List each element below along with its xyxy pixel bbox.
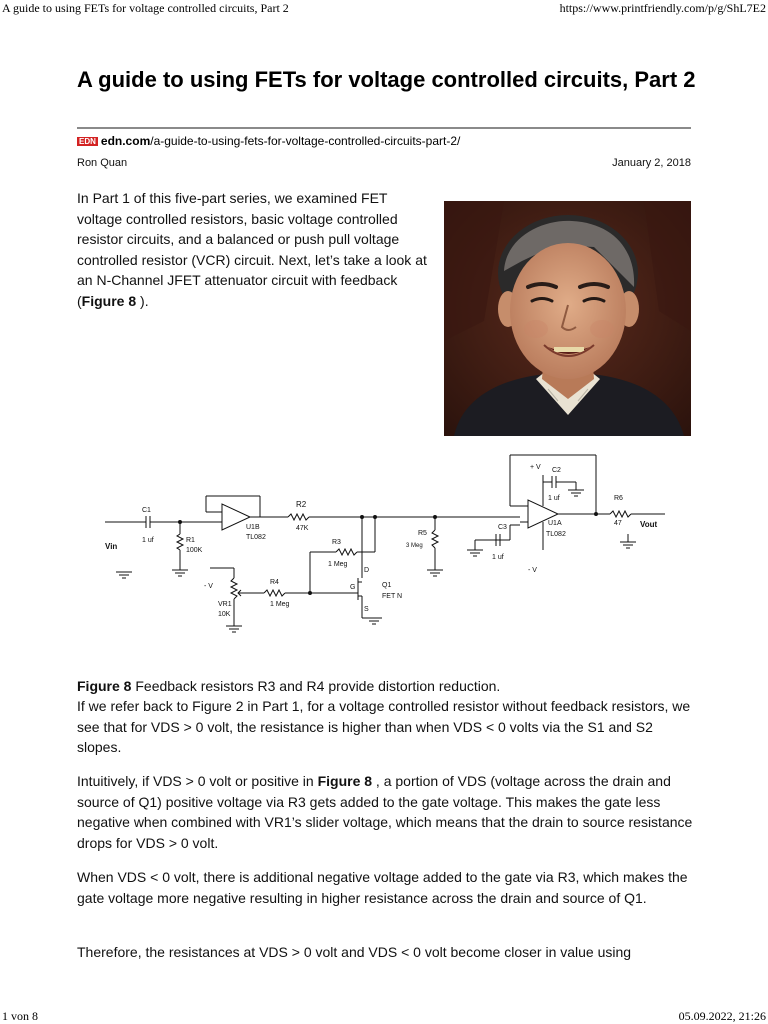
body-paragraph-2 <box>77 771 697 853</box>
c2-value: 1 uf <box>548 495 560 502</box>
print-header <box>0 0 768 16</box>
r4-label: R4 <box>270 579 279 586</box>
u1a-part: TL082 <box>546 531 566 538</box>
r2-value: 47K <box>296 525 309 532</box>
body-paragraph-4: Therefore, the resistances at VDS > 0 volt and VDS < 0 volt become closer in value using <box>77 944 632 960</box>
r3-value: 1 Meg <box>328 561 348 568</box>
q1-label: Q1 <box>382 582 392 589</box>
r1-label: R1 <box>186 537 195 544</box>
q1-type: FET N <box>382 593 403 600</box>
p2-text-a: Intuitively, if VDS > 0 volt or positive in <box>77 773 318 789</box>
body-paragraph-1: If we refer back to Figure 2 in Part 1, for a voltage controlled resistor without feedback resistors, we see that for VDS > 0 volt, the resistance is higher than when VDS < 0 volts via the S1 and S2 slopes. <box>77 698 691 755</box>
neg-v2-label: - V <box>528 567 537 574</box>
caption-text: Feedback resistors R3 and R4 provide distortion reduction. <box>131 678 501 694</box>
u1a-label: U1A <box>548 520 562 527</box>
c3-value: 1 uf <box>492 554 504 561</box>
vr1-value: 10K <box>218 611 231 618</box>
edn-logo-icon: EDN <box>79 137 96 146</box>
vin-label: Vin <box>105 542 118 551</box>
page-number: 1 von 8 <box>2 1009 38 1023</box>
r3-label: R3 <box>332 539 341 546</box>
r5-label: R5 <box>418 530 427 537</box>
title-divider <box>77 127 691 129</box>
figure-8-schematic <box>100 450 670 640</box>
c2-label: C2 <box>552 467 561 474</box>
caption-label: Figure 8 <box>77 678 132 694</box>
r5-value: 3 Meg <box>406 543 423 549</box>
print-timestamp: 05.09.2022, 21:26 <box>678 1009 766 1023</box>
u1b-part: TL082 <box>246 534 266 541</box>
article-title: A guide to using FETs for voltage controlled circuits, Part 2 <box>77 67 696 92</box>
author-name: Ron Quan <box>77 157 128 169</box>
body-paragraph-3: When VDS < 0 volt, there is additional negative voltage added to the gate via R3, which makes the gate voltage more negative resulting in higher resistance across the drain and source of Q1. <box>77 869 688 906</box>
vr1-label: VR1 <box>218 601 232 608</box>
print-header-title: A guide to using FETs for voltage controlled circuits, Part 2 <box>2 1 289 15</box>
p2-text-b: , a portion of VDS (voltage across the drain and source of Q1) positive voltage via R3 gets added to the gate voltage. This makes the gate less negative when combined with VR1’s slider voltage, which means that the drain to source resistance drops for VDS > 0 volt. <box>77 773 693 851</box>
figure-8-link[interactable]: Figure 8 <box>81 292 137 309</box>
r4-value: 1 Meg <box>270 601 290 608</box>
source-domain[interactable]: edn.com <box>100 134 151 148</box>
neg-v-label: - V <box>204 583 213 590</box>
c3-label: C3 <box>498 524 507 531</box>
vout-label: Vout <box>640 520 658 529</box>
pos-v-label: + V <box>530 464 541 471</box>
intro-tail: ). <box>136 292 149 309</box>
c1-value: 1 uf <box>142 537 154 544</box>
r6-value: 47 <box>614 520 622 527</box>
intro-paragraph <box>77 188 429 311</box>
c1-label: C1 <box>142 507 151 514</box>
author-photo <box>444 201 691 436</box>
u1b-label: U1B <box>246 524 260 531</box>
source-path[interactable]: /a-guide-to-using-fets-for-voltage-controlled-circuits-part-2/ <box>150 134 461 148</box>
figure-caption <box>77 676 697 697</box>
r1-value: 100K <box>186 547 203 554</box>
intro-text: In Part 1 of this five-part series, we examined FET voltage controlled resistors, basic voltage controlled resistor circuits, and a balanced or push pull voltage controlled resistor (VCR) circuit. Next, let’s take a look at an N-Channel JFET attenuator circuit with feedback ( <box>77 190 427 309</box>
q1-source-label: S <box>364 606 369 613</box>
publish-date: January 2, 2018 <box>612 157 691 169</box>
q1-gate-label: G <box>350 584 356 591</box>
r6-label: R6 <box>614 495 623 502</box>
print-footer <box>0 1008 768 1024</box>
figure-8-link-2[interactable]: Figure 8 <box>317 773 373 789</box>
r2-label: R2 <box>296 500 307 509</box>
source-link[interactable] <box>77 134 460 148</box>
q1-drain-label: D <box>364 567 370 574</box>
print-header-url: https://www.printfriendly.com/p/g/ShL7E2 <box>559 1 766 15</box>
